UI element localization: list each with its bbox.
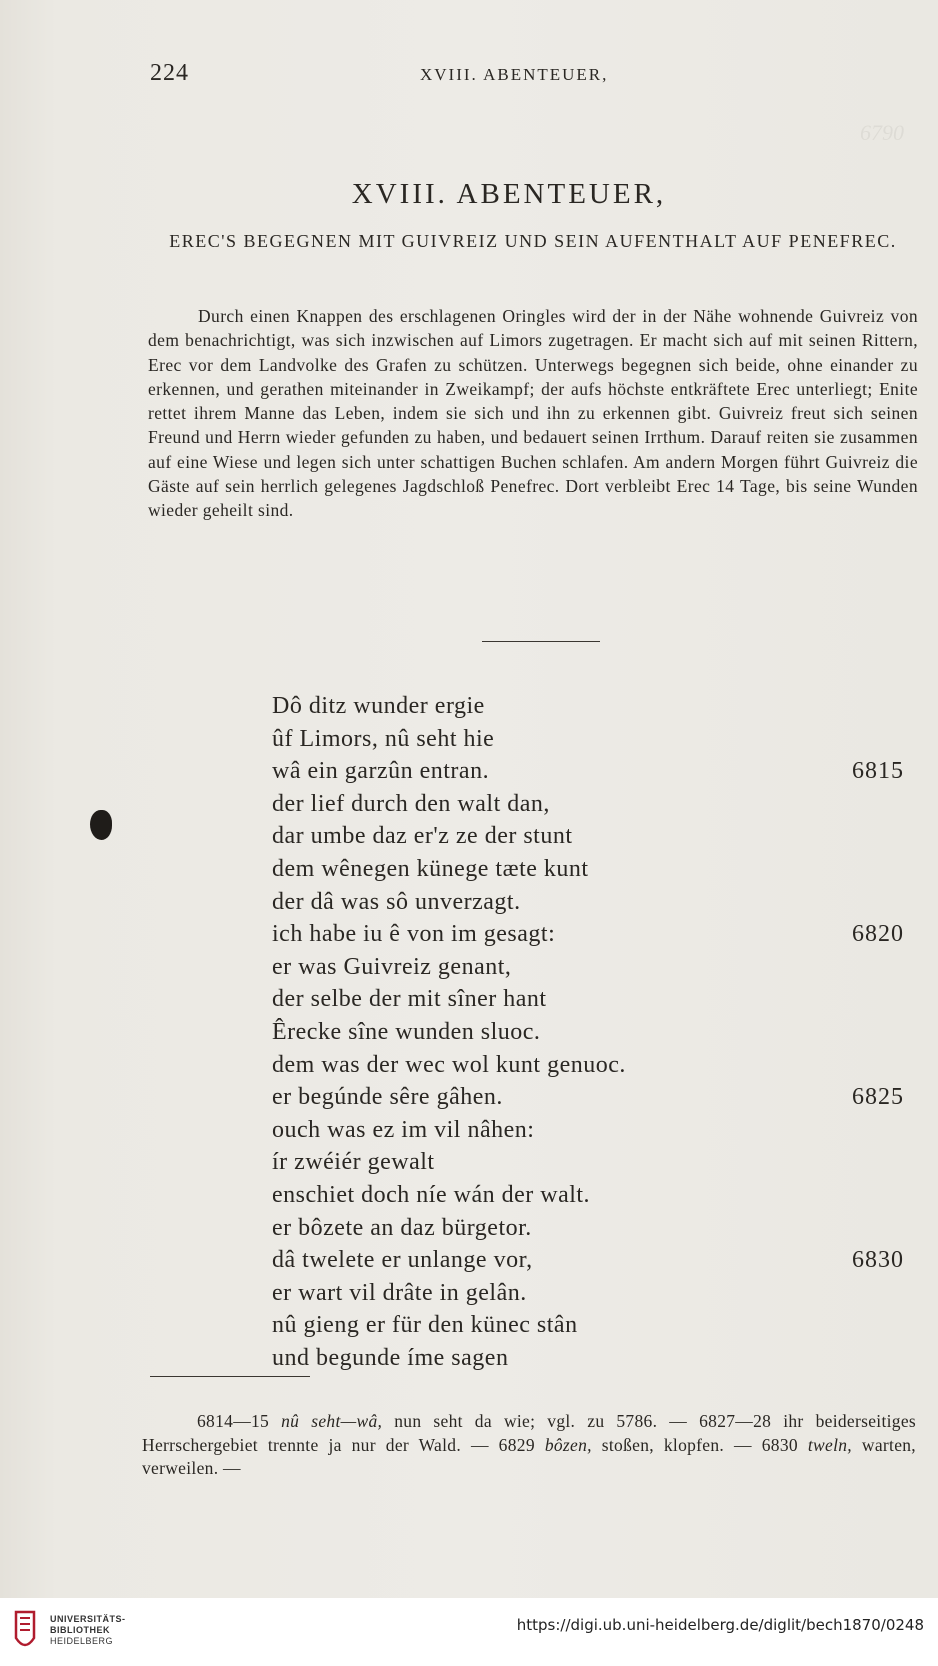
verse-text: ír zwéiér gewalt (272, 1149, 435, 1176)
running-head: XVIII. ABENTEUER, (420, 65, 609, 84)
verse-text: er bôzete an daz bürgetor. (272, 1214, 532, 1241)
verse-line (272, 853, 912, 886)
verse-text: enschiet doch níe wán der walt. (272, 1181, 591, 1208)
verse-number: 6820 (852, 921, 904, 948)
verse-text: ouch was ez im vil nâhen: (272, 1116, 535, 1143)
verse-line (272, 1244, 912, 1277)
verse-text: dâ twelete er unlange vor, (272, 1247, 533, 1274)
verse-text: dem wênegen künege tæte kunt (272, 855, 589, 882)
verse-text: der selbe der mit sîner hant (272, 986, 547, 1013)
verse-text: Êrecke sîne wunden sluoc. (272, 1018, 541, 1045)
verse-text: nû gieng er für den künec stân (272, 1312, 578, 1339)
verse-line (272, 918, 912, 951)
summary-paragraph: Durch einen Knappen des erschlagenen Oringles wird der in der Nähe wohnende Guivreiz von dem benachrichtigt, was sich inzwischen auf Limors zugetragen. Er macht sich auf mit seinen Rittern, Erec vor dem Landvolke des Grafen zu schützen. Unterwegs begegnen sich beide, ohne einander zu erkennen, und gerathen miteinander in Zweikampf; der aufs höchste entkräftete Erec unterliegt; Enite rettet ihrem Manne das Leben, indem sie sich und ihn zu erkennen gibt. Guivreiz freut sich seinen Freund und Herrn wieder gefunden zu haben, und bedauert seinen Irrthum. Darauf reiten sie zusammen auf eine Wiese und legen sich unter schattigen Buchen schlafen. Am andern Morgen führt Guivreiz die Gäste auf sein herrlich gelegenes Jagdschloß Penefrec. Dort verbleibt Erec 14 Tage, bis seine Wunden wieder geheilt sind. (148, 306, 918, 521)
verse-text: ûf Limors, nû seht hie (272, 725, 495, 752)
footnote-text: nun seht da wie; vgl. zu 5786. — 6827—28 ihr beiderseitiges Herrschergebiet trennte ja nur der Wald. — 6829 (142, 1411, 916, 1455)
verse-text: dem was der wec wol kunt genuoc. (272, 1051, 626, 1078)
show-through-text: 6790 (860, 120, 904, 145)
logo-line: BIBLIOTHEK (50, 1625, 110, 1635)
verse-text: und begunde íme sagen (272, 1344, 509, 1371)
verse-line (272, 1049, 912, 1082)
verse-text: Dô ditz wunder ergie (272, 693, 485, 719)
footnote-paragraph (142, 1410, 916, 1481)
verse-text: er was Guivreiz genant, (272, 953, 512, 980)
verse-text: ich habe iu ê von im gesagt: (272, 921, 556, 948)
library-logo[interactable] (10, 1608, 150, 1656)
verse-number: 6825 (852, 1084, 904, 1111)
chapter-title: XVIII. ABENTEUER, (351, 178, 667, 210)
verse-text: der lief durch den walt dan, (272, 790, 550, 817)
running-header (150, 60, 910, 94)
library-seal-icon (10, 1608, 40, 1654)
verse-line (272, 755, 912, 788)
verse-number: 6815 (852, 758, 904, 785)
verse-text: dar umbe daz er'z ze der stunt (272, 823, 573, 850)
footnote-rule (150, 1376, 310, 1377)
verse-line (272, 723, 912, 756)
verse-line (272, 690, 912, 723)
verse-line (272, 788, 912, 821)
logo-line: UNIVERSITÄTS- (50, 1614, 126, 1624)
verse-line (272, 983, 912, 1016)
verse-line (272, 1016, 912, 1049)
footnote-term: nû seht—wâ, (281, 1411, 383, 1431)
footnote (142, 1410, 916, 1481)
verse-text: wâ ein garzûn entran. (272, 758, 490, 785)
verse-line (272, 1212, 912, 1245)
footnote-text: 6814—15 (197, 1411, 282, 1431)
footnote-text: stoßen, klopfen. — 6830 (591, 1434, 808, 1455)
ink-blot (90, 810, 112, 840)
footnote-term: tweln, (807, 1434, 852, 1455)
verse-line (272, 1342, 912, 1375)
page-number: 224 (150, 60, 189, 86)
verse-block (272, 690, 912, 1374)
verse-line (272, 1146, 912, 1179)
chapter-subtitle: EREC'S BEGEGNEN MIT GUIVREIZ UND SEIN AUFENTHALT AUF PENEFREC. (169, 231, 897, 251)
library-name (50, 1614, 126, 1647)
verse-text: der dâ was sô unverzagt. (272, 888, 521, 915)
permalink-url[interactable]: https://digi.ub.uni-heidelberg.de/diglit/bech1870/0248 (516, 1616, 924, 1634)
verse-line (272, 886, 912, 919)
verse-line (272, 1081, 912, 1114)
verse-number: 6830 (852, 1247, 904, 1274)
verse-line (272, 1277, 912, 1310)
chapter-summary (148, 304, 918, 523)
verse-text: er begúnde sêre gâhen. (272, 1084, 503, 1111)
verse-text: er wart vil drâte in gelân. (272, 1279, 527, 1306)
logo-line: HEIDELBERG (50, 1636, 114, 1646)
separator-rule (482, 641, 600, 642)
verse-line (272, 1114, 912, 1147)
viewer-footer (0, 1598, 938, 1666)
verse-line (272, 1179, 912, 1212)
footnote-text: warten, verweilen. — (142, 1434, 916, 1478)
verse-line (272, 1309, 912, 1342)
verse-line (272, 820, 912, 853)
verse-line (272, 951, 912, 984)
footnote-term: bôzen, (544, 1434, 592, 1455)
